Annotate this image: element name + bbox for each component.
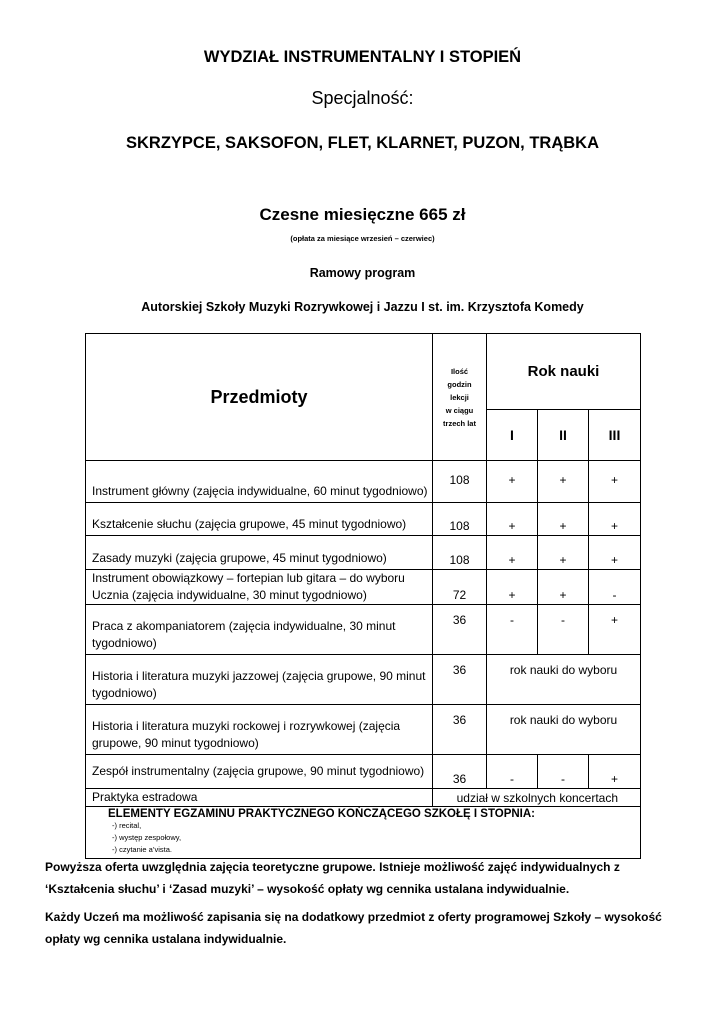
year3-cell: + (589, 755, 641, 789)
exam-item: -) występ zespołowy, (112, 833, 182, 842)
subject-cell: Instrument główny (zajęcia indywidualne, 60 minut tygodniowo) (86, 461, 433, 503)
table-row (86, 503, 641, 536)
hours-cell: 36 (433, 605, 487, 655)
table-row (86, 789, 641, 807)
hours-cell: 36 (433, 755, 487, 789)
subject-cell: Praktyka estradowa (86, 789, 433, 807)
subject-cell: Historia i literatura muzyki rockowej i rozrywkowej (zajęcia grupowe, 90 minut tygodniowo) (86, 705, 433, 755)
year2-cell: + (538, 461, 589, 503)
year2-cell: - (538, 755, 589, 789)
year-choice-cell: rok nauki do wyboru (487, 655, 641, 705)
year3-cell: + (589, 503, 641, 536)
subject-cell: Instrument obowiązkowy – fortepian lub gitara – do wyboru Ucznia (zajęcia indywidualne, 30 minut tygodniowo) (86, 570, 433, 605)
year1-cell: + (487, 536, 538, 570)
fee-note: (opłata za miesiące wrzesień – czerwiec) (290, 234, 435, 243)
hours-cell: 36 (433, 705, 487, 755)
subject-cell: Zespół instrumentalny (zajęcia grupowe, 90 minut tygodniowo) (86, 755, 433, 789)
table-row (86, 605, 641, 655)
table-row (86, 705, 641, 755)
year-header-3: III (589, 410, 641, 461)
hours-header: Ilość godzin lekcji w ciągu trzech lat (433, 334, 487, 461)
table-row (86, 536, 641, 570)
year1-cell: - (487, 605, 538, 655)
year2-cell: + (538, 503, 589, 536)
concerts-cell: udział w szkolnych koncertach (433, 789, 641, 807)
hours-cell: 36 (433, 655, 487, 705)
program-heading: Ramowy program (309, 266, 416, 280)
table-row (86, 461, 641, 503)
subjects-header: Przedmioty (86, 334, 433, 461)
year1-cell: + (487, 461, 538, 503)
department-title: WYDZIAŁ INSTRUMENTALNY I STOPIEŃ (203, 48, 522, 66)
year-header-2: II (538, 410, 589, 461)
exam-item: -) czytanie a’vista. (112, 845, 173, 854)
year2-cell: + (538, 536, 589, 570)
exam-item: -) recital, (112, 821, 142, 830)
year1-cell: + (487, 503, 538, 536)
subject-cell: Kształcenie słuchu (zajęcia grupowe, 45 minut tygodniowo) (86, 503, 433, 536)
subject-cell: Historia i literatura muzyki jazzowej (zajęcia grupowe, 90 minut tygodniowo) (86, 655, 433, 705)
table-row (86, 655, 641, 705)
year3-cell: + (589, 605, 641, 655)
year-choice-cell: rok nauki do wyboru (487, 705, 641, 755)
year2-cell: + (538, 570, 589, 605)
monthly-fee: Czesne miesięczne 665 zł (259, 205, 466, 224)
year2-cell: - (538, 605, 589, 655)
subject-cell: Zasady muzyki (zajęcia grupowe, 45 minut tygodniowo) (86, 536, 433, 570)
hours-cell: 108 (433, 461, 487, 503)
note-additional-subject: Każdy Uczeń ma możliwość zapisania się na dodatkowy przedmiot z oferty programowej Szkoły – wysokość opłaty wg cennika ustalana indywidualnie. (45, 910, 662, 946)
specialty-label: Specjalność: (311, 88, 414, 108)
curriculum-table (85, 333, 641, 859)
table-row (86, 570, 641, 605)
exam-row (86, 807, 641, 859)
instruments-title: SKRZYPCE, SAKSOFON, FLET, KLARNET, PUZON, TRĄBKA (125, 134, 599, 152)
hours-cell: 72 (433, 570, 487, 605)
school-name: Autorskiej Szkoły Muzyki Rozrywkowej i Jazzu I st. im. Krzysztofa Komedy (141, 300, 584, 314)
year3-cell: + (589, 461, 641, 503)
year-header-1: I (487, 410, 538, 461)
exam-title: ELEMENTY EGZAMINU PRAKTYCZNEGO KOŃCZĄCEGO SZKOŁĘ I STOPNIA: (108, 808, 536, 820)
note-theory-classes: Powyższa oferta uwzględnia zajęcia teoretyczne grupowe. Istnieje możliwość zajęć indywidualnych z ‘Kształcenia słuchu’ i ‘Zasad muzyki’ – wysokość opłaty wg cennika ustalana indywidualnie. (45, 860, 620, 896)
hours-cell: 108 (433, 536, 487, 570)
year1-cell: + (487, 570, 538, 605)
hours-cell: 108 (433, 503, 487, 536)
year-header: Rok nauki (487, 334, 641, 410)
year1-cell: - (487, 755, 538, 789)
subject-cell: Praca z akompaniatorem (zajęcia indywidualne, 30 minut tygodniowo) (86, 605, 433, 655)
year3-cell: + (589, 536, 641, 570)
table-row (86, 755, 641, 789)
year3-cell: - (589, 570, 641, 605)
exam-cell (86, 807, 641, 859)
